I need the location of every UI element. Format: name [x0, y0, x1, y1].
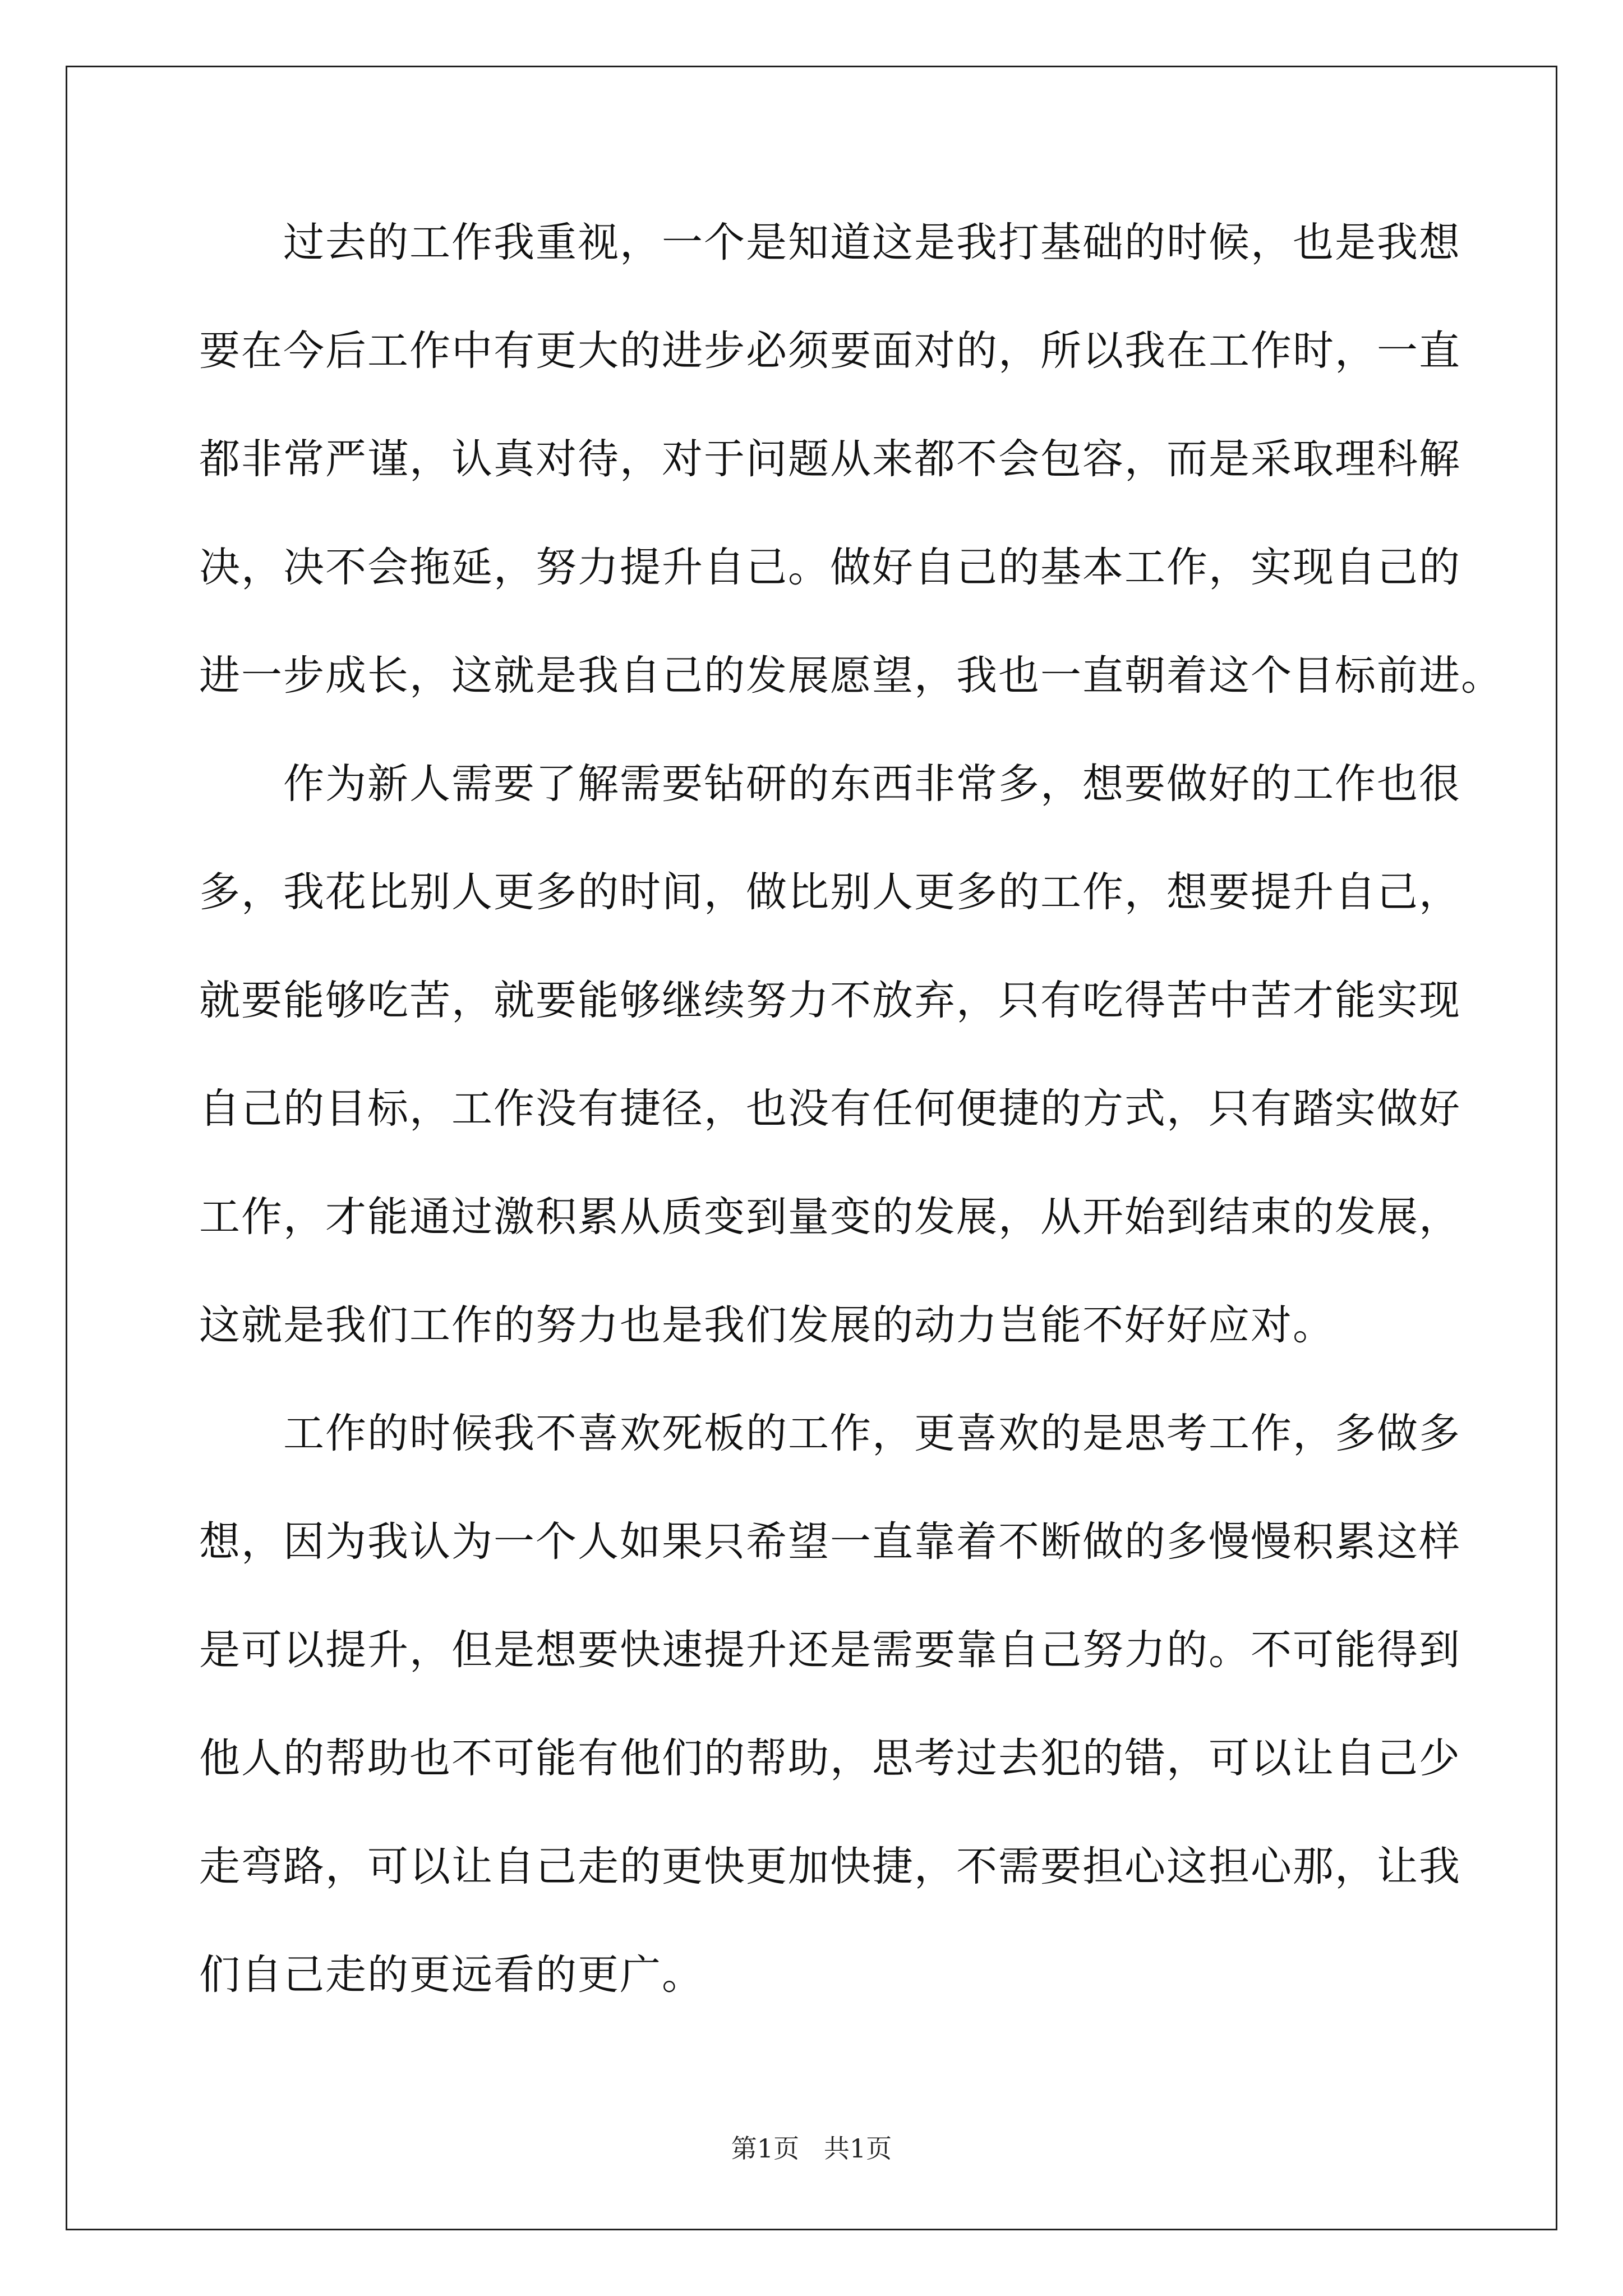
text-line-13: 想，因为我认为一个人如果只希望一直靠着不断做的多慢慢积累这样 [199, 1518, 1461, 1566]
text-line-10: 工作，才能通过激积累从质变到量变的发展，从开始到结束的发展， [199, 1193, 1461, 1241]
page-footer: 第1页 共1页 [731, 2133, 892, 2164]
text-line-6: 作为新人需要了解需要钻研的东西非常多，想要做好的工作也很 [283, 760, 1461, 808]
text-line-4: 决，决不会拖延，努力提升自己。做好自己的基本工作，实现自己的 [199, 544, 1461, 591]
text-line-5: 进一步成长，这就是我自己的发展愿望，我也一直朝着这个目标前进。 [199, 652, 1503, 700]
text-line-12: 工作的时候我不喜欢死板的工作，更喜欢的是思考工作，多做多 [283, 1410, 1461, 1457]
text-line-14: 是可以提升，但是想要快速提升还是需要靠自己努力的。不可能得到 [199, 1626, 1461, 1674]
text-line-16: 走弯路，可以让自己走的更快更加快捷，不需要担心这担心那，让我 [199, 1843, 1461, 1890]
text-line-3: 都非常严谨，认真对待，对于问题从来都不会包容，而是采取理科解 [199, 435, 1461, 483]
text-line-15: 他人的帮助也不可能有他们的帮助，思考过去犯的错，可以让自己少 [199, 1734, 1461, 1782]
document-body [199, 212, 1503, 2053]
text-line-17: 们自己走的更远看的更广。 [199, 1951, 704, 1999]
text-line-2: 要在今后工作中有更大的进步必须要面对的，所以我在工作时，一直 [199, 327, 1461, 375]
text-line-1: 过去的工作我重视，一个是知道这是我打基础的时候，也是我想 [283, 219, 1461, 266]
text-line-8: 就要能够吃苦，就要能够继续努力不放弃，只有吃得苦中苦才能实现 [199, 977, 1461, 1024]
text-line-9: 自己的目标，工作没有捷径，也没有任何便捷的方式，只有踏实做好 [199, 1085, 1461, 1133]
text-line-11: 这就是我们工作的努力也是我们发展的动力岂能不好好应对。 [199, 1301, 1335, 1349]
text-line-7: 多，我花比别人更多的时间，做比别人更多的工作，想要提升自己， [199, 868, 1461, 916]
